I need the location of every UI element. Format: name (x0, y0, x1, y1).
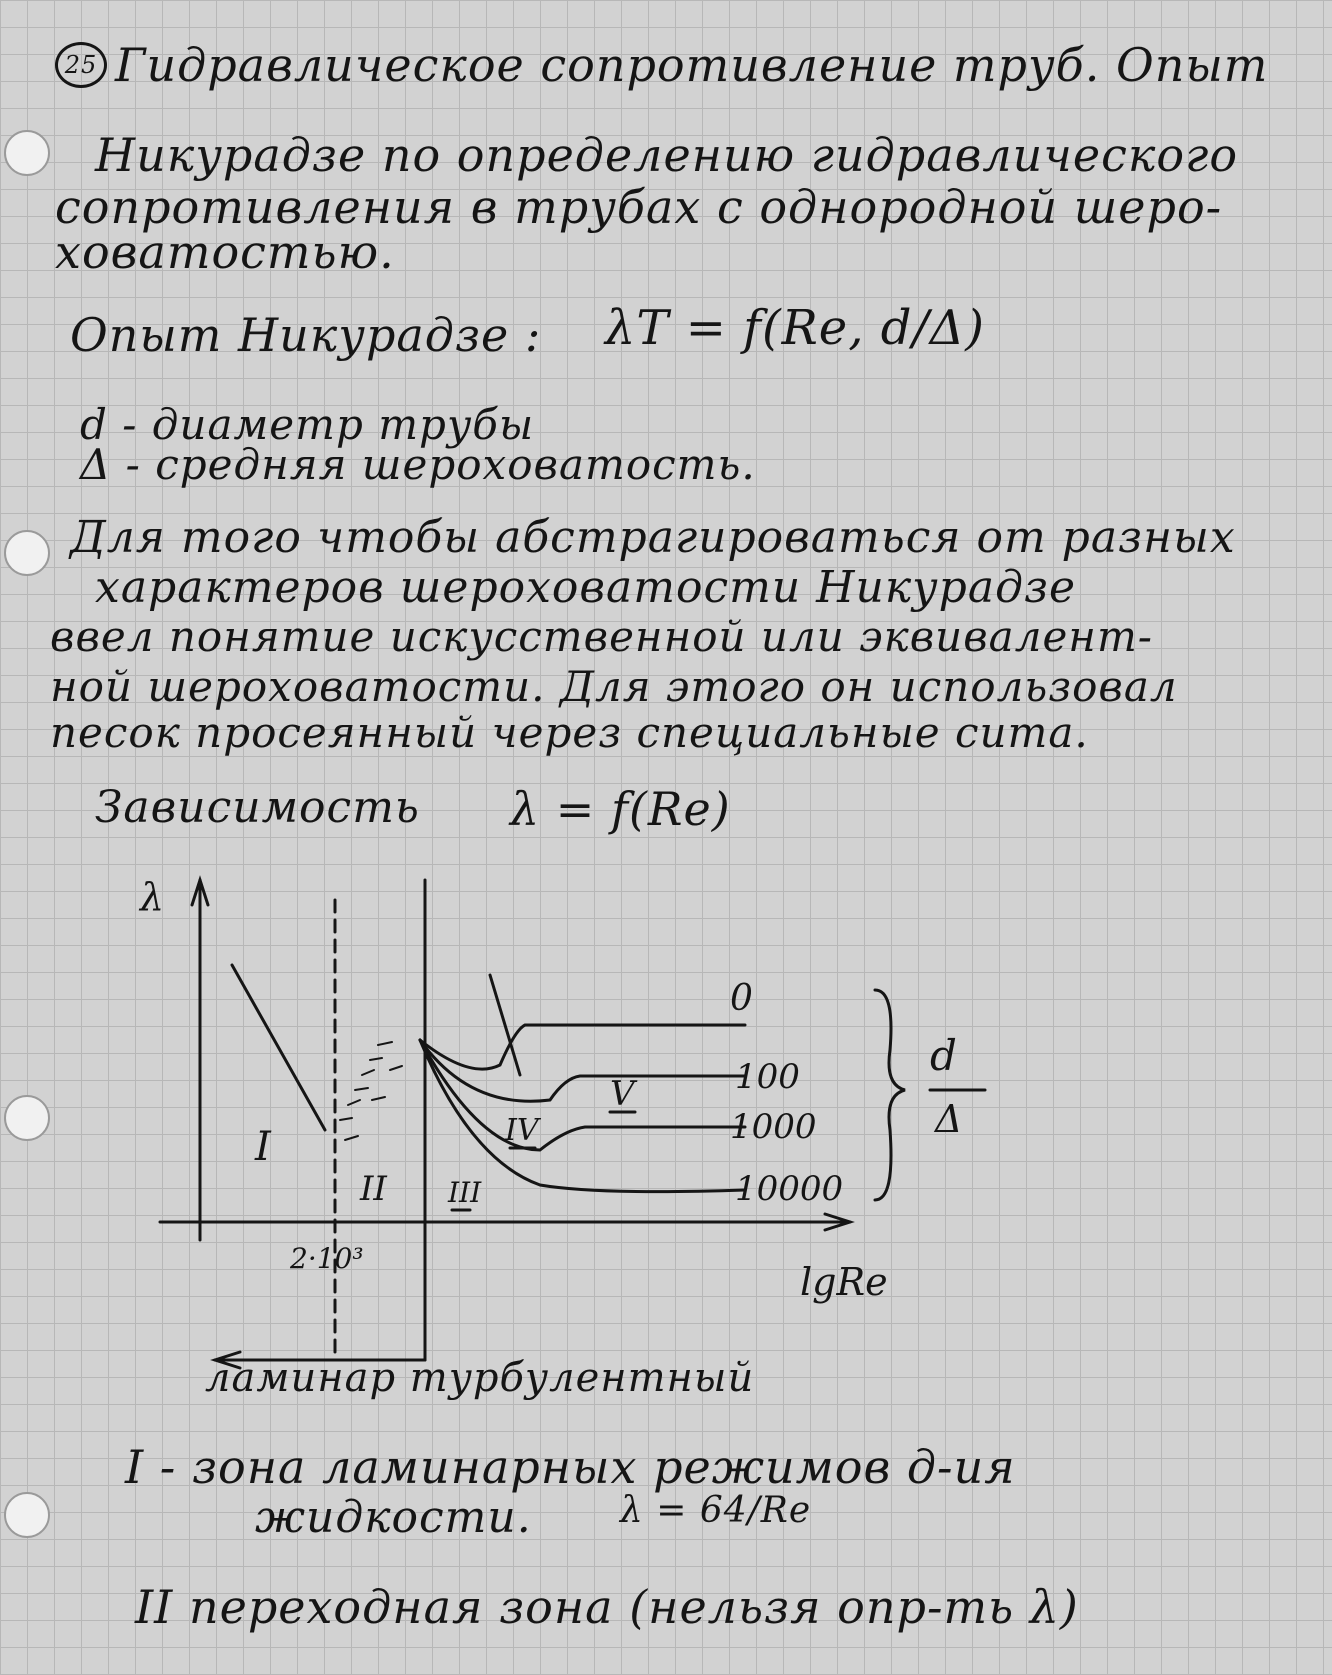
curve-100 (420, 1040, 745, 1101)
zone-label: IV (505, 1113, 539, 1148)
text-line: Для того чтобы абстрагироваться от разных (70, 512, 1236, 563)
bracket-label-denom: Δ (935, 1097, 963, 1141)
laminar-curve (232, 965, 325, 1130)
zone-label: I (255, 1124, 271, 1170)
page-number: 25 (55, 42, 107, 88)
curve-1000 (420, 1040, 745, 1150)
y-axis-label: λ (140, 875, 165, 919)
transition-scribbles (340, 1042, 402, 1140)
bracket-label: d (930, 1031, 957, 1080)
zone-label: II (360, 1169, 387, 1209)
formula-dependence: λ = f(Re) (510, 782, 731, 836)
text-line: характеров шероховатости Никурадзе (95, 562, 1076, 613)
curve-label: 100 (735, 1057, 800, 1097)
curve-label: 1000 (730, 1107, 817, 1147)
bracket (875, 990, 905, 1200)
zone-i-description-cont: жидкости. (255, 1492, 532, 1543)
curve-0 (420, 1025, 745, 1069)
x-tick-label: 2·10³ (290, 1242, 364, 1275)
text-line: ввел понятие искусственной или эквивалент- (50, 612, 1153, 661)
text-line: песок просеянный через специальные сита. (50, 708, 1089, 757)
text-line: ной шероховатости. Для этого он использовал (50, 662, 1178, 711)
zone-i-description: I - зона ламинарных режимов д-ия (125, 1440, 1016, 1494)
text-line: Опыт Никурадзе : (70, 308, 542, 362)
smooth-pipe-line (490, 975, 520, 1075)
text-line: ховатостью. (55, 225, 395, 279)
formula-nikuradse: λT = f(Re, d/Δ) (605, 300, 986, 356)
zone-label: III (448, 1176, 482, 1209)
x-axis-label: lgRe (800, 1260, 888, 1304)
curve-10000 (420, 1040, 745, 1192)
formula-laminar: λ = 64/Re (620, 1490, 812, 1531)
title-line: Гидравлическое сопротивление труб. Опыт (115, 38, 1269, 92)
dependence-label: Зависимость (95, 782, 420, 833)
zone-ii-description: II переходная зона (нельзя опр-ть λ) (135, 1580, 1079, 1634)
definition-d: d - диаметр трубы (80, 400, 535, 449)
curve-label: 10000 (735, 1169, 844, 1209)
text-line: Никурадзе по определению гидравлического (95, 128, 1239, 182)
text-line: сопротивления в трубах с однородной шеро- (55, 180, 1223, 234)
definition-delta: Δ - средняя шероховатость. (80, 440, 756, 489)
curve-label: 0 (730, 978, 753, 1019)
zone-label: V (610, 1074, 635, 1114)
flow-regime-labels: ламинар турбулентный (205, 1355, 755, 1401)
